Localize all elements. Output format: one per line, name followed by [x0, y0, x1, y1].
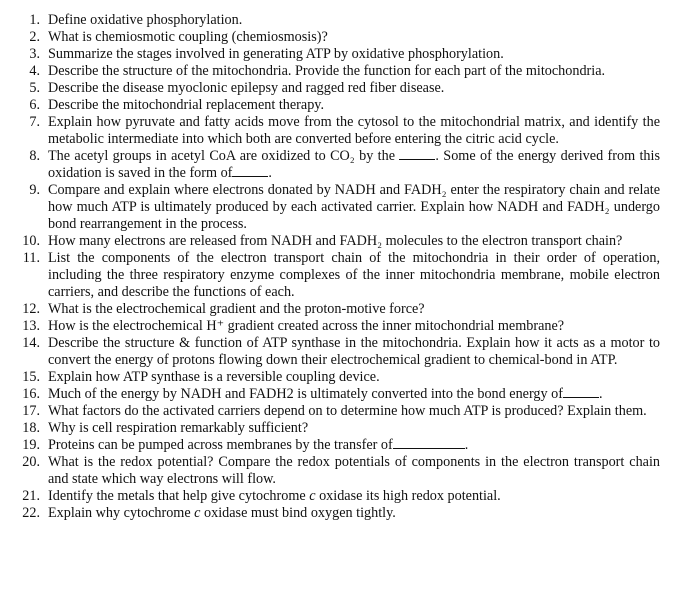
answer-blank [563, 386, 599, 398]
question-item [10, 250, 660, 301]
text-run: What is the electrochemical gradient and the proton-motive force? [48, 301, 425, 317]
question-number: 22. [22, 505, 40, 521]
question-text [48, 488, 501, 504]
question-item [10, 148, 660, 182]
question-text [48, 80, 444, 96]
answer-blank [232, 165, 268, 177]
question-text [48, 182, 660, 232]
question-item [10, 437, 660, 454]
answer-blank [399, 148, 435, 160]
text-run: . Some of the energy derived from this oxidation is saved in the form of [48, 148, 660, 181]
question-number: 2. [29, 29, 40, 45]
text-run: Describe the structure & function of ATP synthase in the mitochondria. Explain how it acts as a motor to convert the energy of protons flowing down their electrochemical gradient to chemical-bond in ATP. [48, 335, 660, 368]
question-list [10, 12, 660, 522]
text-run: How many electrons are released from NADH and FADH₂ molecules to the electron transport chain? [48, 233, 623, 249]
question-number: 9. [29, 182, 40, 198]
text-run: Why is cell respiration remarkably sufficient? [48, 420, 309, 436]
question-item [10, 420, 660, 437]
italic-term: c [309, 488, 316, 504]
question-number: 1. [29, 12, 40, 28]
question-text [48, 403, 647, 419]
question-item [10, 301, 660, 318]
question-text [48, 301, 425, 317]
text-run: . [464, 437, 469, 453]
question-text [48, 454, 660, 487]
text-run: Explain why cytochrome [48, 505, 195, 521]
text-run: The acetyl groups in acetyl CoA are oxidized to CO₂ by the [48, 148, 400, 164]
question-number: 5. [29, 80, 40, 96]
question-item [10, 318, 660, 335]
question-number: 12. [22, 301, 40, 317]
question-number: 18. [22, 420, 40, 436]
question-item [10, 335, 660, 369]
question-text [48, 420, 308, 436]
question-number: 3. [29, 46, 40, 62]
text-run: Describe the structure of the mitochondria. Provide the function for each part of the mitochondria. [48, 63, 606, 79]
question-number: 13. [22, 318, 40, 334]
text-run: Summarize the stages involved in generating ATP by oxidative phosphorylation. [48, 46, 504, 62]
question-item [10, 114, 660, 148]
text-run: How is the electrochemical H⁺ gradient created across the inner mitochondrial membrane? [48, 318, 565, 334]
text-run: Define oxidative phosphorylation. [48, 12, 243, 28]
answer-blank [393, 437, 465, 449]
question-text [48, 114, 660, 147]
text-run: oxidase must bind oxygen tightly. [200, 505, 396, 521]
question-text [48, 148, 660, 181]
question-number: 20. [22, 454, 40, 470]
question-number: 17. [22, 403, 40, 419]
text-run: Much of the energy by NADH and FADH2 is ultimately converted into the bond energy of [48, 386, 563, 402]
text-run: What is the redox potential? Compare the redox potentials of components in the electron transport chain and state which way electrons will flow. [48, 454, 660, 487]
text-run: Proteins can be pumped across membranes by the transfer of [48, 437, 393, 453]
question-item [10, 80, 660, 97]
question-number: 15. [22, 369, 40, 385]
text-run: List the components of the electron transport chain of the mitochondria in their order of operation, including the three respiratory enzyme complexes of the inner mitochondria membrane, mobile electron carriers, and describe the functions of each. [48, 250, 660, 300]
question-item [10, 182, 660, 233]
question-number: 10. [22, 233, 40, 249]
question-number: 6. [29, 97, 40, 113]
question-number: 21. [22, 488, 40, 504]
text-run: Explain how pyruvate and fatty acids move from the cytosol to the mitochondrial matrix, and identify the metabolic intermediate into which both are converted before entering the citric acid cycle. [48, 114, 660, 147]
question-item [10, 97, 660, 114]
question-item [10, 63, 660, 80]
text-run: . [598, 386, 603, 402]
question-item [10, 454, 660, 488]
text-run: . [268, 165, 272, 181]
question-text [48, 97, 324, 113]
question-number: 14. [22, 335, 40, 351]
question-number: 11. [22, 250, 40, 266]
question-number: 7. [29, 114, 40, 130]
question-text [48, 335, 660, 368]
question-text [48, 386, 603, 402]
text-run: What factors do the activated carriers depend on to determine how much ATP is produced? Explain them. [48, 403, 647, 419]
question-text [48, 46, 504, 62]
italic-term: c [194, 505, 201, 521]
text-run: Explain how ATP synthase is a reversible coupling device. [48, 369, 380, 385]
question-text [48, 233, 622, 249]
question-text [48, 369, 380, 385]
text-run: What is chemiosmotic coupling (chemiosmosis)? [48, 29, 328, 45]
question-text [48, 505, 396, 521]
question-item [10, 12, 660, 29]
question-item [10, 233, 660, 250]
question-number: 19. [22, 437, 40, 453]
text-run: oxidase its high redox potential. [315, 488, 501, 504]
question-item [10, 46, 660, 63]
question-item [10, 369, 660, 386]
question-item [10, 505, 660, 522]
question-number: 8. [29, 148, 40, 164]
question-item [10, 488, 660, 505]
question-item [10, 29, 660, 46]
text-run: Identify the metals that help give cytochrome [48, 488, 310, 504]
text-run: Describe the disease myoclonic epilepsy and ragged red fiber disease. [48, 80, 445, 96]
text-run: Describe the mitochondrial replacement therapy. [48, 97, 325, 113]
question-item [10, 403, 660, 420]
question-text [48, 29, 328, 45]
question-text [48, 63, 605, 79]
question-text [48, 437, 468, 453]
question-text [48, 12, 242, 28]
question-number: 4. [29, 63, 40, 79]
question-item [10, 386, 660, 403]
question-number: 16. [22, 386, 40, 402]
text-run: Compare and explain where electrons donated by NADH and FADH₂ enter the respiratory chain and relate how much ATP is ultimately produced by each activated carrier. Explain how NADH and FADH₂ undergo bond rearrangement in the process. [48, 182, 660, 232]
question-text [48, 318, 564, 334]
question-text [48, 250, 660, 300]
